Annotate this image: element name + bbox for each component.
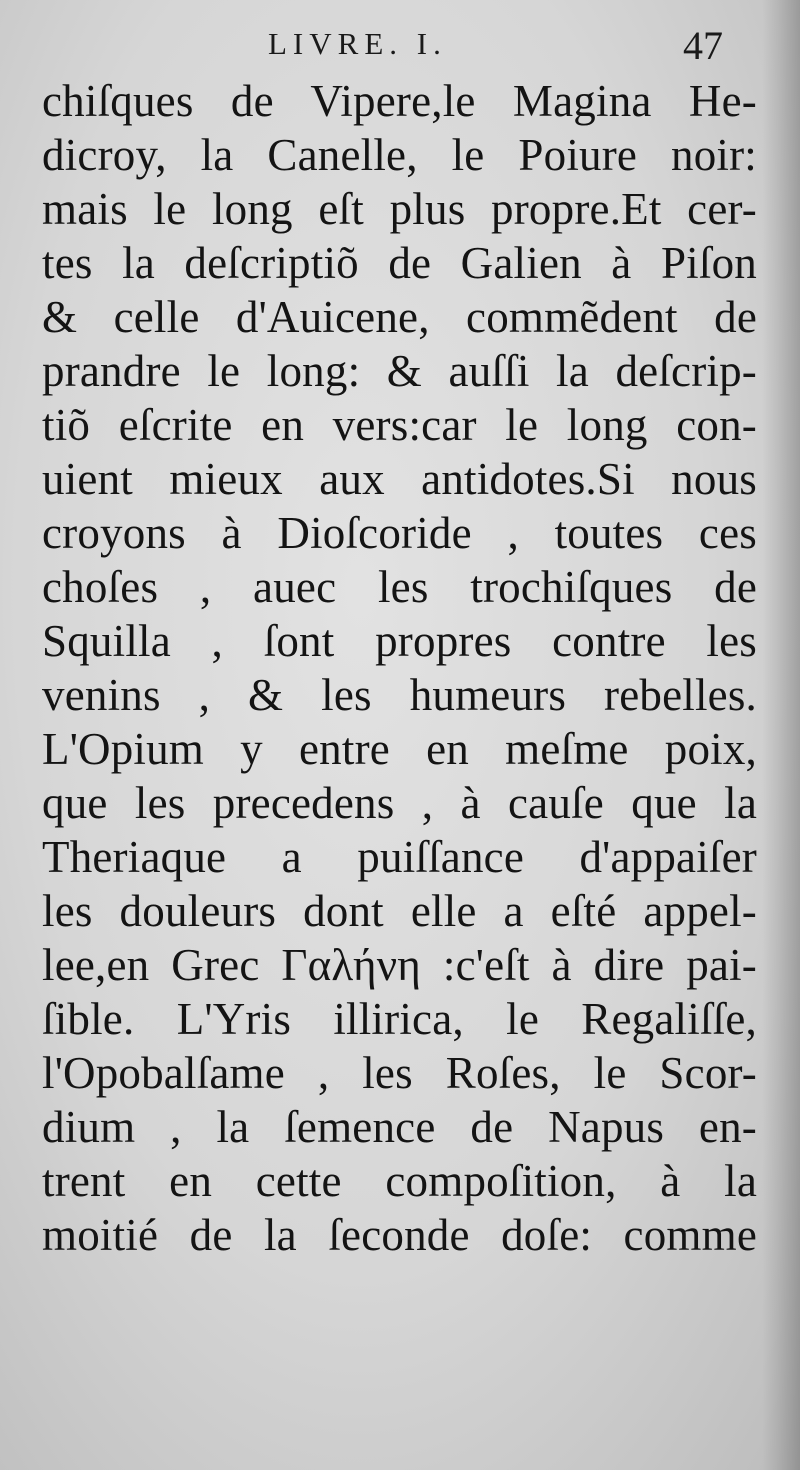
- text-line: dicroy, la Canelle, le Poiure noir:: [42, 130, 757, 180]
- text-line: & celle d'Auicene, commẽdent de: [42, 292, 757, 342]
- text-line: venins , & les humeurs rebelles.: [42, 670, 757, 720]
- text-line: lee,en Grec Γαλήνη :c'eſt à dire pai-: [42, 940, 757, 990]
- text-line: moitié de la ſeconde doſe: comme: [42, 1210, 757, 1260]
- page-header: [0, 22, 800, 72]
- text-line: Squilla , ſont propres contre les: [42, 616, 757, 666]
- text-line: mais le long eſt plus propre.Et cer-: [42, 184, 757, 234]
- text-line: croyons à Dioſcoride , toutes ces: [42, 508, 757, 558]
- text-line: trent en cette compoſition, à la: [42, 1156, 757, 1206]
- text-line: tes la deſcriptiõ de Galien à Piſon: [42, 238, 757, 288]
- text-line: les douleurs dont elle a eſté appel-: [42, 886, 757, 936]
- text-line: choſes , auec les trochiſques de: [42, 562, 757, 612]
- body-text: [42, 74, 757, 1262]
- text-line: uient mieux aux antidotes.Si nous: [42, 454, 757, 504]
- page-gutter-shadow: [762, 0, 800, 1470]
- text-line: l'Opobalſame , les Roſes, le Scor-: [42, 1048, 757, 1098]
- running-head: LIVRE. I.: [268, 26, 447, 61]
- text-line: chiſques de Vipere,le Magina He-: [42, 76, 757, 126]
- text-line: dium , la ſemence de Napus en-: [42, 1102, 757, 1152]
- text-line: L'Opium y entre en meſme poix,: [42, 724, 757, 774]
- text-line: Theriaque a puiſſance d'appaiſer: [42, 832, 757, 882]
- text-line: que les precedens , à cauſe que la: [42, 778, 757, 828]
- text-line: prandre le long: & auſſi la deſcrip-: [42, 346, 757, 396]
- text-line: ſible. L'Yris illirica, le Regaliſſe,: [42, 994, 757, 1044]
- page-number: 47: [683, 23, 723, 68]
- text-line: tiõ eſcrite en vers:car le long con-: [42, 400, 757, 450]
